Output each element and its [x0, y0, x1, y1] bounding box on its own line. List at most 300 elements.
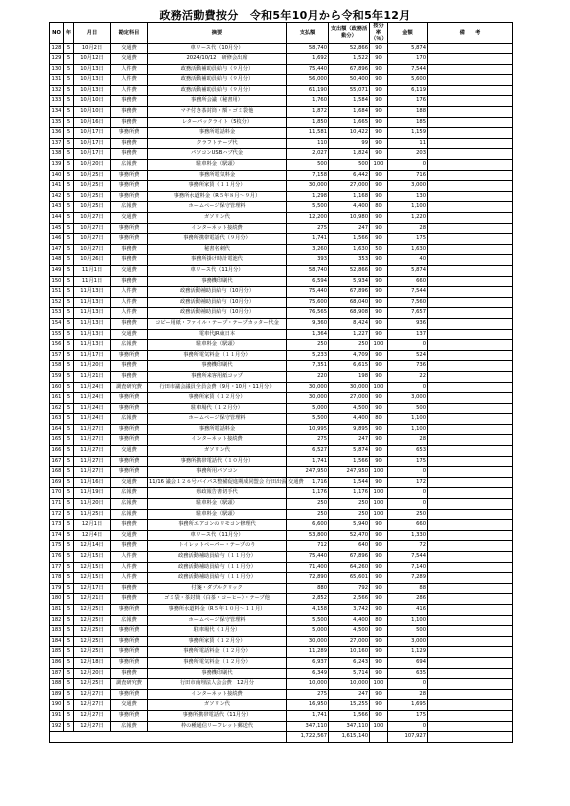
row-no: 161 — [50, 393, 64, 404]
table-row — [50, 456, 513, 467]
row-note — [428, 213, 513, 224]
table-header-row — [50, 23, 513, 44]
row-description: 車リース代（11月分） — [148, 530, 287, 541]
row-year: 5 — [64, 626, 74, 637]
row-final: 130 — [388, 191, 428, 202]
row-year: 5 — [64, 318, 74, 329]
header-year: 年 — [64, 23, 74, 44]
row-ratio: 50 — [370, 244, 388, 255]
row-note — [428, 615, 513, 626]
row-final: 5,874 — [388, 43, 428, 54]
row-ratio: 100 — [370, 467, 388, 478]
table-row — [50, 393, 513, 404]
row-no: 134 — [50, 107, 64, 118]
row-ratio: 90 — [370, 138, 388, 149]
row-note — [428, 287, 513, 298]
row-date: 11月25日 — [74, 509, 111, 520]
row-description: コピー用紙・ファイル・テープ・テープカッター代金 — [148, 318, 287, 329]
row-note — [428, 276, 513, 287]
row-no: 182 — [50, 615, 64, 626]
row-payment: 10,000 — [287, 679, 329, 690]
row-expense: 52,470 — [329, 530, 370, 541]
row-no: 174 — [50, 530, 64, 541]
row-note — [428, 552, 513, 563]
header-final: 金額 — [388, 23, 428, 44]
row-note — [428, 668, 513, 679]
row-final: 6,119 — [388, 85, 428, 96]
row-description: 駐車料金（駅頭） — [148, 509, 287, 520]
row-ratio: 90 — [370, 361, 388, 372]
row-payment: 250 — [287, 340, 329, 351]
row-date: 11月17日 — [74, 350, 111, 361]
row-description: 付箋・ダブルクリック — [148, 583, 287, 594]
row-no: 158 — [50, 361, 64, 372]
row-ratio: 90 — [370, 265, 388, 276]
row-year: 5 — [64, 138, 74, 149]
row-no: 172 — [50, 509, 64, 520]
row-final: 7,289 — [388, 573, 428, 584]
row-description: ホームページ保守管理料 — [148, 202, 287, 213]
row-date: 12月25日 — [74, 679, 111, 690]
row-date: 10月17日 — [74, 149, 111, 160]
row-payment: 6,349 — [287, 668, 329, 679]
row-payment: 7,158 — [287, 170, 329, 181]
row-payment: 72,890 — [287, 573, 329, 584]
row-final: 716 — [388, 170, 428, 181]
row-final: 172 — [388, 477, 428, 488]
row-category: 広報費 — [111, 414, 148, 425]
row-no: 145 — [50, 223, 64, 234]
row-note — [428, 604, 513, 615]
row-no: 153 — [50, 308, 64, 319]
row-year: 5 — [64, 583, 74, 594]
row-final: 3,000 — [388, 393, 428, 404]
row-category: 広報費 — [111, 499, 148, 510]
row-expense: 250 — [329, 340, 370, 351]
row-expense: 250 — [329, 509, 370, 520]
row-payment: 1,741 — [287, 710, 329, 721]
row-final: 1,100 — [388, 414, 428, 425]
row-date: 10月10日 — [74, 107, 111, 118]
row-no: 175 — [50, 541, 64, 552]
row-date: 11月1日 — [74, 265, 111, 276]
row-category: 事務所費 — [111, 636, 148, 647]
row-date: 11月24日 — [74, 403, 111, 414]
row-expense: 6,243 — [329, 657, 370, 668]
row-date: 10月2日 — [74, 43, 111, 54]
row-category: 人件費 — [111, 75, 148, 86]
row-ratio: 90 — [370, 477, 388, 488]
row-date: 11月27日 — [74, 456, 111, 467]
row-payment: 5,000 — [287, 403, 329, 414]
row-year: 5 — [64, 615, 74, 626]
row-date: 11月13日 — [74, 329, 111, 340]
row-ratio: 90 — [370, 604, 388, 615]
table-row — [50, 414, 513, 425]
row-note — [428, 329, 513, 340]
row-date: 10月13日 — [74, 75, 111, 86]
row-ratio: 90 — [370, 107, 388, 118]
row-note — [428, 721, 513, 732]
row-description: 事務所電話料金 — [148, 128, 287, 139]
row-ratio: 100 — [370, 160, 388, 171]
row-no: 189 — [50, 689, 64, 700]
table-row — [50, 213, 513, 224]
row-category: 交通費 — [111, 477, 148, 488]
row-ratio: 90 — [370, 435, 388, 446]
row-expense: 353 — [329, 255, 370, 266]
row-note — [428, 573, 513, 584]
row-category: 人件費 — [111, 573, 148, 584]
row-description: 11/16 議会１２６号バイパス整備促進期成同盟会 行田出張 交通費 — [148, 477, 287, 488]
total-final: 107,927 — [388, 732, 428, 743]
row-category: 事務所費 — [111, 181, 148, 192]
row-final: 250 — [388, 509, 428, 520]
row-ratio: 90 — [370, 149, 388, 160]
row-final: 936 — [388, 318, 428, 329]
row-description: 事務機印刷代 — [148, 361, 287, 372]
table-row — [50, 96, 513, 107]
row-year: 5 — [64, 244, 74, 255]
row-final: 170 — [388, 54, 428, 65]
row-year: 5 — [64, 329, 74, 340]
row-ratio: 90 — [370, 689, 388, 700]
table-row — [50, 626, 513, 637]
row-category: 事務所費 — [111, 170, 148, 181]
table-row — [50, 499, 513, 510]
row-no: 168 — [50, 467, 64, 478]
row-date: 10月17日 — [74, 138, 111, 149]
row-year: 5 — [64, 265, 74, 276]
table-row — [50, 446, 513, 457]
row-note — [428, 361, 513, 372]
row-year: 5 — [64, 234, 74, 245]
row-expense: 67,896 — [329, 552, 370, 563]
row-expense: 1,566 — [329, 710, 370, 721]
table-row — [50, 265, 513, 276]
row-no: 154 — [50, 318, 64, 329]
row-description: 事務所水道料金（R５年１０月～１１月） — [148, 604, 287, 615]
row-ratio: 90 — [370, 75, 388, 86]
row-final: 736 — [388, 361, 428, 372]
row-year: 5 — [64, 75, 74, 86]
row-note — [428, 265, 513, 276]
row-category: 事務所費 — [111, 393, 148, 404]
row-category: 事務所費 — [111, 403, 148, 414]
row-final: 694 — [388, 657, 428, 668]
row-year: 5 — [64, 424, 74, 435]
row-date: 11月27日 — [74, 424, 111, 435]
row-description: インターネット接続費 — [148, 223, 287, 234]
row-date: 12月20日 — [74, 668, 111, 679]
header-category: 勘定科目 — [111, 23, 148, 44]
row-note — [428, 149, 513, 160]
row-description: ガソリン代 — [148, 446, 287, 457]
row-ratio: 90 — [370, 255, 388, 266]
row-note — [428, 340, 513, 351]
row-payment: 11,581 — [287, 128, 329, 139]
row-year: 5 — [64, 276, 74, 287]
table-row — [50, 371, 513, 382]
row-no: 160 — [50, 382, 64, 393]
row-payment: 1,760 — [287, 96, 329, 107]
table-row — [50, 128, 513, 139]
row-payment: 5,500 — [287, 414, 329, 425]
table-row — [50, 679, 513, 690]
row-final: 7,544 — [388, 64, 428, 75]
row-category: 交通費 — [111, 329, 148, 340]
row-expense: 4,500 — [329, 626, 370, 637]
row-year: 5 — [64, 54, 74, 65]
row-payment: 30,000 — [287, 181, 329, 192]
row-payment: 12,200 — [287, 213, 329, 224]
totals-spacer — [50, 732, 287, 743]
row-no: 128 — [50, 43, 64, 54]
row-payment: 7,351 — [287, 361, 329, 372]
row-payment: 393 — [287, 255, 329, 266]
table-row — [50, 562, 513, 573]
row-ratio: 100 — [370, 382, 388, 393]
row-no: 166 — [50, 446, 64, 457]
row-ratio: 90 — [370, 710, 388, 721]
row-expense: 55,071 — [329, 85, 370, 96]
row-final: 0 — [388, 340, 428, 351]
row-year: 5 — [64, 350, 74, 361]
row-note — [428, 43, 513, 54]
row-category: 事務費 — [111, 541, 148, 552]
row-description: 行田市南埋法人会会費 12月分 — [148, 679, 287, 690]
row-category: 交通費 — [111, 265, 148, 276]
row-no: 192 — [50, 721, 64, 732]
row-ratio: 100 — [370, 340, 388, 351]
row-expense: 5,714 — [329, 668, 370, 679]
expense-table — [49, 22, 513, 743]
total-note-cell — [428, 732, 513, 743]
row-date: 11月24日 — [74, 414, 111, 425]
row-date: 11月20日 — [74, 499, 111, 510]
row-payment: 1,176 — [287, 488, 329, 499]
row-date: 10月27日 — [74, 213, 111, 224]
row-date: 10月27日 — [74, 223, 111, 234]
row-date: 12月15日 — [74, 562, 111, 573]
row-final: 1,159 — [388, 128, 428, 139]
row-category: 事務所費 — [111, 191, 148, 202]
row-date: 12月27日 — [74, 710, 111, 721]
table-row — [50, 308, 513, 319]
row-ratio: 90 — [370, 541, 388, 552]
row-expense: 1,566 — [329, 456, 370, 467]
row-final: 0 — [388, 499, 428, 510]
row-year: 5 — [64, 446, 74, 457]
row-payment: 30,000 — [287, 393, 329, 404]
row-year: 5 — [64, 594, 74, 605]
row-expense: 10,000 — [329, 679, 370, 690]
row-note — [428, 107, 513, 118]
row-year: 5 — [64, 107, 74, 118]
row-note — [428, 54, 513, 65]
row-category: 人件費 — [111, 308, 148, 319]
row-date: 10月26日 — [74, 255, 111, 266]
table-row — [50, 107, 513, 118]
row-note — [428, 297, 513, 308]
row-description: ホームページ保守管理料 — [148, 414, 287, 425]
row-note — [428, 96, 513, 107]
row-no: 135 — [50, 117, 64, 128]
row-year: 5 — [64, 647, 74, 658]
row-final: 0 — [388, 160, 428, 171]
row-ratio: 90 — [370, 626, 388, 637]
row-note — [428, 371, 513, 382]
table-row — [50, 435, 513, 446]
row-expense: 5,940 — [329, 520, 370, 531]
row-year: 5 — [64, 435, 74, 446]
row-date: 10月17日 — [74, 128, 111, 139]
row-ratio: 100 — [370, 499, 388, 510]
row-note — [428, 181, 513, 192]
row-expense: 4,400 — [329, 202, 370, 213]
row-note — [428, 700, 513, 711]
row-payment: 6,600 — [287, 520, 329, 531]
table-row — [50, 488, 513, 499]
row-category: 事務所費 — [111, 467, 148, 478]
row-no: 137 — [50, 138, 64, 149]
row-note — [428, 583, 513, 594]
row-payment: 275 — [287, 689, 329, 700]
row-date: 11月27日 — [74, 435, 111, 446]
row-date: 10月25日 — [74, 181, 111, 192]
table-row — [50, 181, 513, 192]
total-ratio-cell — [370, 732, 388, 743]
row-note — [428, 626, 513, 637]
row-description: 事務機印刷代 — [148, 276, 287, 287]
row-description: パソコンUSBハブ代金 — [148, 149, 287, 160]
header-description: 摘要 — [148, 23, 287, 44]
header-no: NO — [50, 23, 64, 44]
row-category: 事務費 — [111, 255, 148, 266]
row-payment: 76,565 — [287, 308, 329, 319]
row-date: 11月27日 — [74, 446, 111, 457]
row-year: 5 — [64, 573, 74, 584]
row-description: 枠の種通信リーフレット郵送代 — [148, 721, 287, 732]
row-note — [428, 255, 513, 266]
row-no: 133 — [50, 96, 64, 107]
row-note — [428, 244, 513, 255]
table-row — [50, 689, 513, 700]
row-no: 151 — [50, 287, 64, 298]
row-description: ホームページ保守管理料 — [148, 615, 287, 626]
row-description: クラフトテープ代 — [148, 138, 287, 149]
row-description: 駐車料金（駅頭） — [148, 499, 287, 510]
row-final: 188 — [388, 107, 428, 118]
row-final: 635 — [388, 668, 428, 679]
row-payment: 5,000 — [287, 626, 329, 637]
row-ratio: 100 — [370, 488, 388, 499]
table-row — [50, 467, 513, 478]
row-final: 5,600 — [388, 75, 428, 86]
row-ratio: 90 — [370, 583, 388, 594]
row-final: 7,657 — [388, 308, 428, 319]
row-description: 事務所電気料金（１１月分） — [148, 350, 287, 361]
row-category: 交通費 — [111, 54, 148, 65]
row-date: 12月4日 — [74, 530, 111, 541]
row-date: 12月15日 — [74, 573, 111, 584]
row-year: 5 — [64, 668, 74, 679]
row-category: 人件費 — [111, 297, 148, 308]
row-year: 5 — [64, 371, 74, 382]
row-description: ゴミ袋・茶封筒（白茶・コーヒー）・テープ他 — [148, 594, 287, 605]
row-expense: 9,895 — [329, 424, 370, 435]
row-expense: 1,544 — [329, 477, 370, 488]
row-expense: 1,227 — [329, 329, 370, 340]
table-row — [50, 149, 513, 160]
row-note — [428, 456, 513, 467]
row-category: 事務所費 — [111, 424, 148, 435]
table-row — [50, 276, 513, 287]
row-category: 広報費 — [111, 509, 148, 520]
row-no: 190 — [50, 700, 64, 711]
row-date: 12月14日 — [74, 541, 111, 552]
row-year: 5 — [64, 287, 74, 298]
row-category: 広報費 — [111, 615, 148, 626]
row-ratio: 80 — [370, 414, 388, 425]
row-expense: 5,874 — [329, 446, 370, 457]
row-expense: 30,000 — [329, 382, 370, 393]
row-date: 10月25日 — [74, 191, 111, 202]
row-ratio: 90 — [370, 446, 388, 457]
row-year: 5 — [64, 467, 74, 478]
row-final: 500 — [388, 626, 428, 637]
row-ratio: 80 — [370, 202, 388, 213]
row-no: 146 — [50, 234, 64, 245]
row-year: 5 — [64, 530, 74, 541]
row-final: 40 — [388, 255, 428, 266]
row-expense: 68,908 — [329, 308, 370, 319]
row-final: 1,129 — [388, 647, 428, 658]
row-ratio: 90 — [370, 170, 388, 181]
row-date: 12月25日 — [74, 615, 111, 626]
row-payment: 250 — [287, 499, 329, 510]
row-date: 12月17日 — [74, 583, 111, 594]
row-expense: 1,630 — [329, 244, 370, 255]
row-payment: 1,741 — [287, 456, 329, 467]
row-final: 5,874 — [388, 265, 428, 276]
table-row — [50, 530, 513, 541]
row-description: ガソリン代 — [148, 700, 287, 711]
row-date: 10月10日 — [74, 96, 111, 107]
row-date: 12月25日 — [74, 626, 111, 637]
row-no: 187 — [50, 668, 64, 679]
row-note — [428, 350, 513, 361]
row-note — [428, 85, 513, 96]
row-year: 5 — [64, 509, 74, 520]
row-expense: 10,980 — [329, 213, 370, 224]
row-ratio: 90 — [370, 117, 388, 128]
row-description: 事務所携帯電話代（11月分） — [148, 710, 287, 721]
row-final: 660 — [388, 276, 428, 287]
row-note — [428, 382, 513, 393]
row-no: 184 — [50, 636, 64, 647]
row-date: 10月16日 — [74, 117, 111, 128]
row-expense: 67,896 — [329, 64, 370, 75]
row-date: 11月13日 — [74, 297, 111, 308]
row-payment: 712 — [287, 541, 329, 552]
row-description: 政務活動補助員給与（９月分） — [148, 75, 287, 86]
row-date: 10月25日 — [74, 170, 111, 181]
table-row — [50, 636, 513, 647]
row-no: 130 — [50, 64, 64, 75]
table-row — [50, 382, 513, 393]
header-date: 月日 — [74, 23, 111, 44]
